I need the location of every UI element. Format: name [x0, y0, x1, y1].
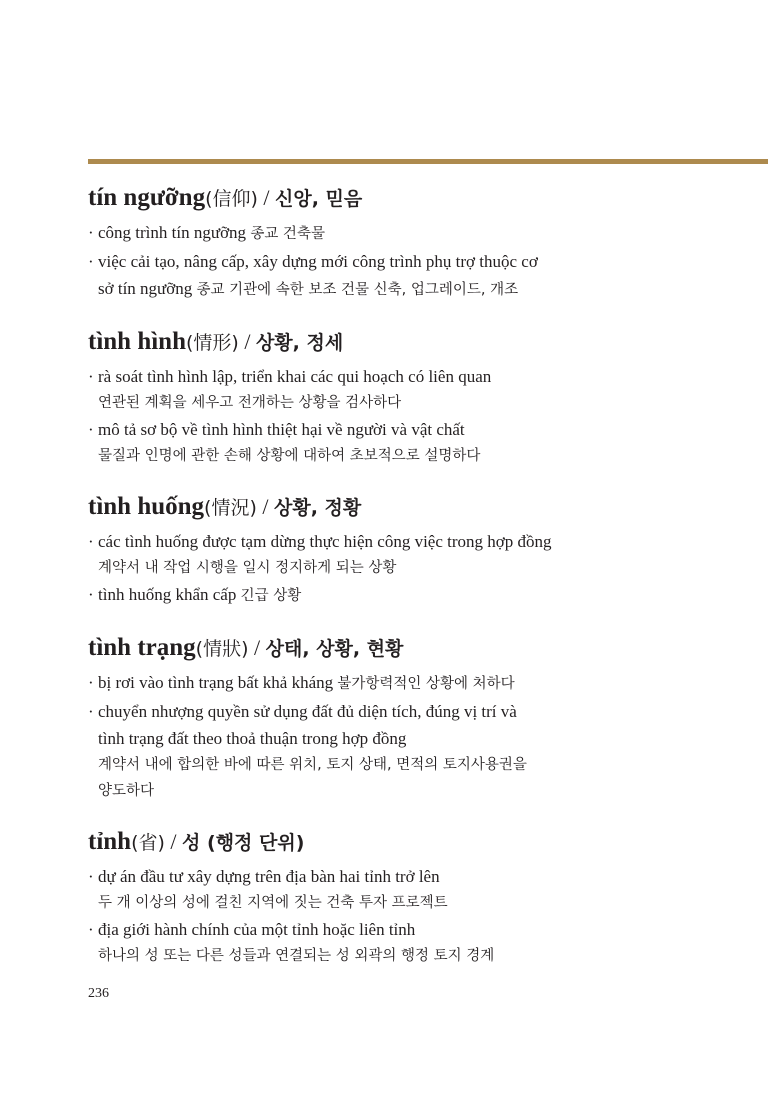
vietnamese-text: mô tả sơ bộ về tình hình thiệt hại về người và vật chất [98, 420, 465, 439]
korean-translation-line [88, 443, 748, 469]
korean-text: 계약서 내에 합의한 바에 따른 위치, 토지 상태, 면적의 토지사용권을 [98, 757, 527, 773]
headword-separator: / [248, 635, 266, 660]
example-line [88, 416, 748, 443]
bullet-mark: · [88, 223, 94, 242]
korean-translation-line [88, 890, 748, 916]
vietnamese-text: công trình tín ngưỡng [98, 223, 251, 242]
glossary-entry [88, 487, 748, 610]
bullet-mark: · [88, 252, 94, 271]
headword-vietnamese: tình huống [88, 493, 205, 520]
glossary-entry [88, 178, 748, 304]
example-continuation [88, 725, 748, 752]
korean-text: 종교 기관에 속한 보조 건물 신축, 업그레이드, 개조 [196, 282, 519, 298]
headword-hanja: (省) [131, 832, 165, 854]
glossary-entry [88, 822, 748, 969]
korean-text: 두 개 이상의 성에 걸친 지역에 짓는 건축 투자 프로젝트 [98, 895, 448, 911]
example-line [88, 669, 748, 698]
korean-translation-line [88, 555, 748, 581]
headword-korean: 신앙, 믿음 [275, 188, 363, 210]
headword-korean: 상황, 정세 [255, 332, 344, 354]
glossary-body [88, 178, 748, 987]
korean-translation-line [88, 390, 748, 416]
korean-text: 물질과 인명에 관한 손해 상황에 대하여 초보적으로 설명하다 [98, 448, 481, 464]
korean-translation-line [88, 752, 748, 778]
headword-hanja: (情狀) [195, 638, 249, 660]
korean-text: 양도하다 [98, 783, 155, 799]
page-number: 236 [88, 986, 109, 1001]
entry-headword [88, 178, 748, 219]
headword-separator: / [238, 329, 256, 354]
korean-translation-line [88, 943, 748, 969]
entry-headword [88, 322, 748, 363]
korean-text: 하나의 성 또는 다른 성들과 연결되는 성 외곽의 행정 토지 경계 [98, 948, 495, 964]
headword-vietnamese: tỉnh [88, 828, 132, 855]
headword-hanja: (信仰) [205, 188, 258, 210]
korean-translation-line [88, 778, 748, 804]
korean-text: 계약서 내 작업 시행을 일시 정지하게 되는 상황 [98, 560, 397, 576]
bullet-mark: · [88, 702, 94, 721]
headword-korean: 상황, 정황 [274, 497, 362, 519]
example-line [88, 219, 748, 248]
vietnamese-text: tình trạng đất theo thoả thuận trong hợp đồng [98, 729, 407, 748]
vietnamese-text: dự án đầu tư xây dựng trên địa bàn hai tỉnh trở lên [98, 867, 440, 886]
example-line [88, 698, 748, 725]
headword-hanja: (情形) [186, 332, 239, 354]
vietnamese-text: bị rơi vào tình trạng bất khả kháng [98, 673, 338, 692]
headword-separator: / [256, 494, 274, 519]
bullet-mark: · [88, 367, 94, 386]
bullet-mark: · [88, 920, 94, 939]
headword-vietnamese: tình trạng [88, 634, 196, 661]
headword-hanja: (情況) [204, 497, 257, 519]
korean-text: 긴급 상황 [240, 588, 302, 604]
vietnamese-text: việc cải tạo, nâng cấp, xây dựng mới công trình phụ trợ thuộc cơ [98, 252, 538, 271]
bullet-mark: · [88, 673, 94, 692]
vietnamese-text: chuyển nhượng quyền sử dụng đất đủ diện tích, đúng vị trí và [98, 702, 517, 721]
glossary-entry [88, 322, 748, 469]
example-line [88, 363, 748, 390]
bullet-mark: · [88, 420, 94, 439]
example-line [88, 528, 748, 555]
bullet-mark: · [88, 585, 94, 604]
vietnamese-text: các tình huống được tạm dừng thực hiện công việc trong hợp đồng [98, 532, 552, 551]
bullet-mark: · [88, 532, 94, 551]
example-continuation [88, 275, 748, 304]
bullet-mark: · [88, 867, 94, 886]
example-line [88, 248, 748, 275]
headword-vietnamese: tình hình [88, 328, 186, 355]
korean-text: 종교 건축물 [250, 226, 325, 242]
headword-separator: / [257, 185, 276, 210]
vietnamese-text: địa giới hành chính của một tỉnh hoặc liên tỉnh [98, 920, 416, 939]
headword-korean: 성 (행정 단위) [182, 832, 305, 854]
vietnamese-text: sở tín ngưỡng [98, 279, 197, 298]
korean-text: 연관된 계획을 세우고 전개하는 상황을 검사하다 [98, 395, 402, 411]
headword-separator: / [164, 829, 183, 854]
headword-korean: 상태, 상황, 현황 [265, 638, 404, 660]
example-line [88, 581, 748, 610]
header-rule [88, 159, 768, 164]
glossary-entry [88, 628, 748, 804]
example-line [88, 916, 748, 943]
vietnamese-text: rà soát tình hình lập, triển khai các qui hoạch có liên quan [98, 367, 492, 386]
vietnamese-text: tình huống khẩn cấp [98, 585, 241, 604]
korean-text: 불가항력적인 상황에 처하다 [337, 676, 515, 692]
example-line [88, 863, 748, 890]
headword-vietnamese: tín ngưỡng [88, 184, 206, 211]
entry-headword [88, 822, 748, 863]
entry-headword [88, 487, 748, 528]
entry-headword [88, 628, 748, 669]
